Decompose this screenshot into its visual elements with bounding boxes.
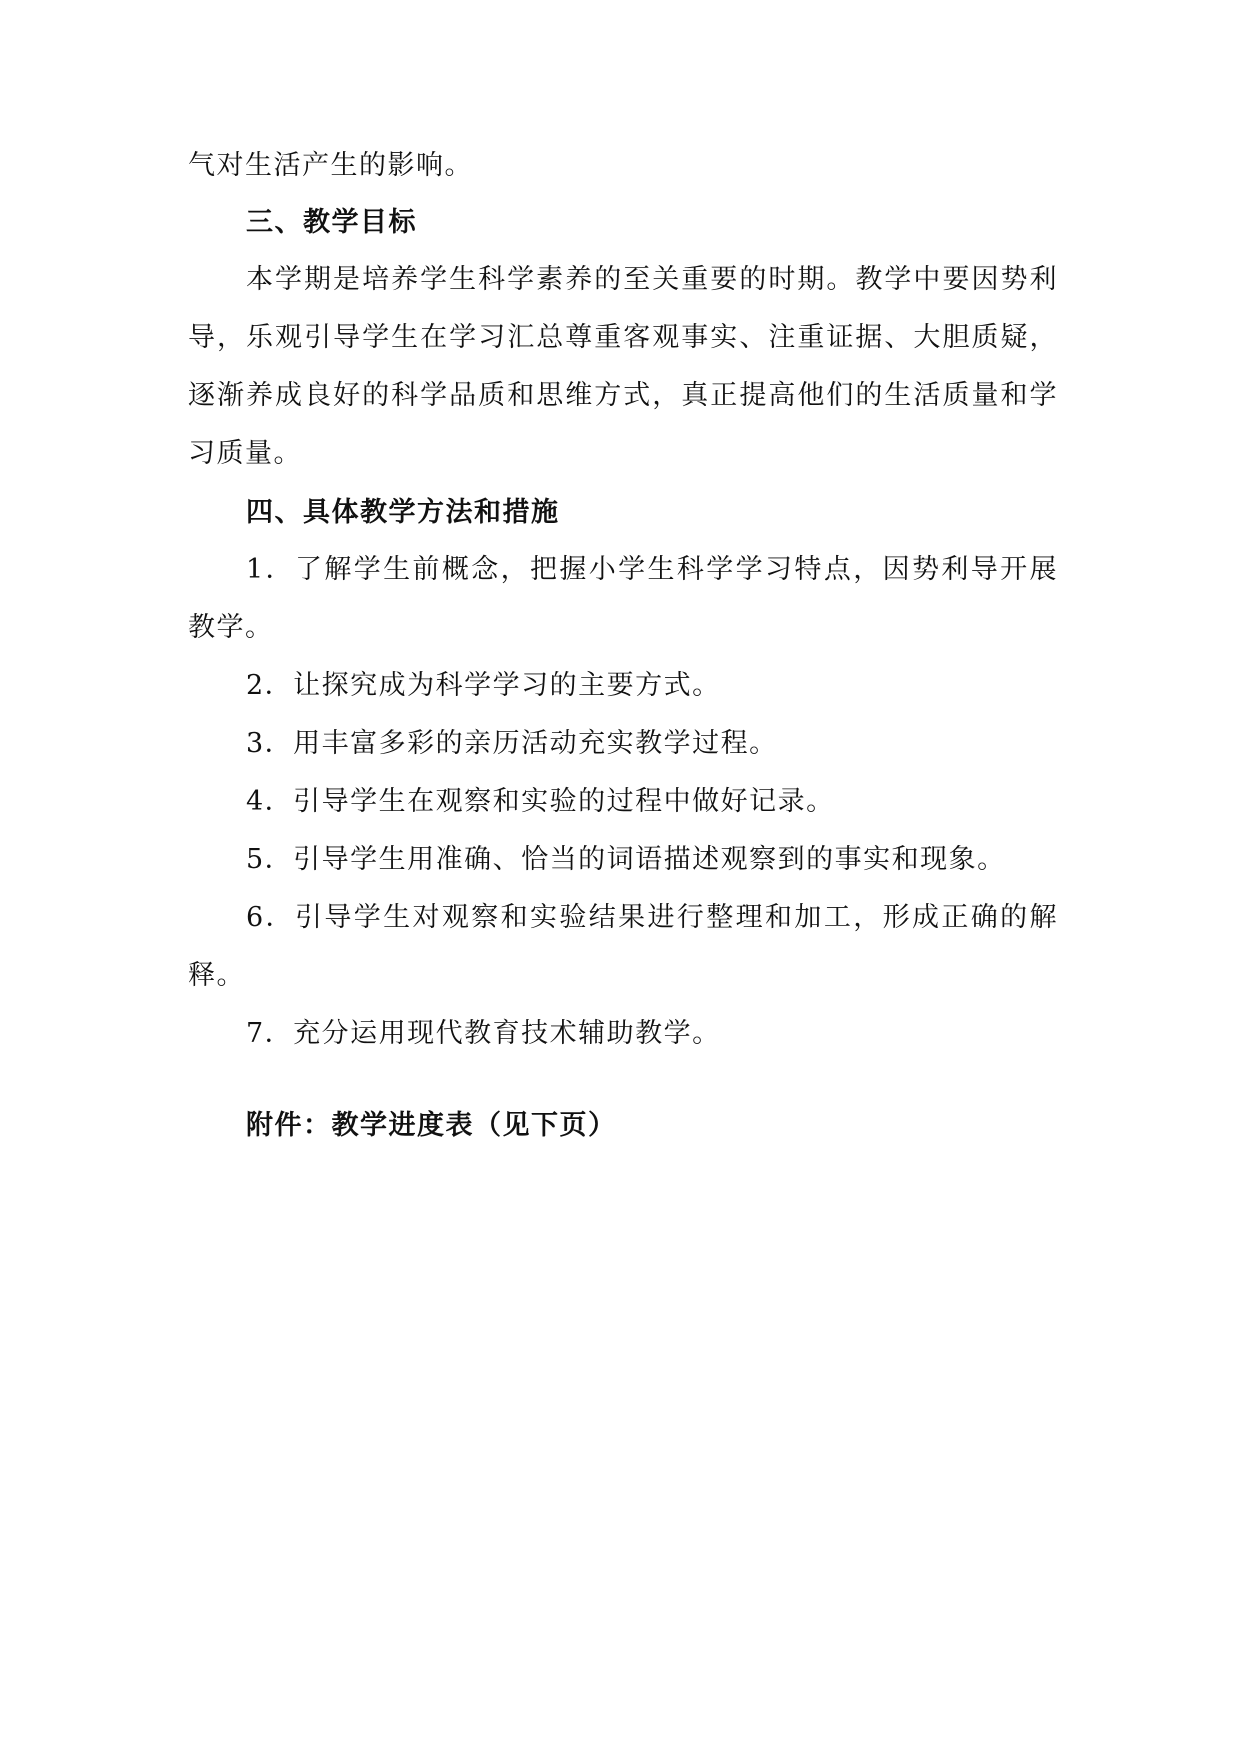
method-item-4: 4．引导学生在观察和实验的过程中做好记录。 <box>246 786 835 817</box>
method-item-1: 1．了解学生前概念，把握小学生科学学习特点，因势利导开展 <box>246 554 1058 585</box>
goals-paragraph-line: 导，乐观引导学生在学习汇总尊重客观事实、注重证据、大胆质疑， <box>188 322 1058 353</box>
method-item-2: 2．让探究成为科学学习的主要方式。 <box>246 670 721 701</box>
method-item-3: 3．用丰富多彩的亲历活动充实教学过程。 <box>246 728 778 759</box>
method-item-6: 6．引导学生对观察和实验结果进行整理和加工，形成正确的解 <box>246 902 1058 933</box>
goals-paragraph-line: 本学期是培养学生科学素养的至关重要的时期。教学中要因势利 <box>246 264 1058 295</box>
section-heading-methods: 四、具体教学方法和措施 <box>246 497 560 528</box>
continuation-text: 气对生活产生的影响。 <box>188 150 473 181</box>
goals-paragraph-line: 逐渐养成良好的科学品质和思维方式，真正提高他们的生活质量和学 <box>188 380 1058 411</box>
method-item-1-continued: 教学。 <box>188 612 274 643</box>
section-heading-goals: 三、教学目标 <box>246 207 417 238</box>
method-item-7: 7．充分运用现代教育技术辅助教学。 <box>246 1018 721 1049</box>
attachment-note: 附件：教学进度表（见下页） <box>246 1110 617 1141</box>
goals-paragraph-line: 习质量。 <box>188 438 302 469</box>
method-item-5: 5．引导学生用准确、恰当的词语描述观察到的事实和现象。 <box>246 844 1006 875</box>
method-item-6-continued: 释。 <box>188 960 245 991</box>
